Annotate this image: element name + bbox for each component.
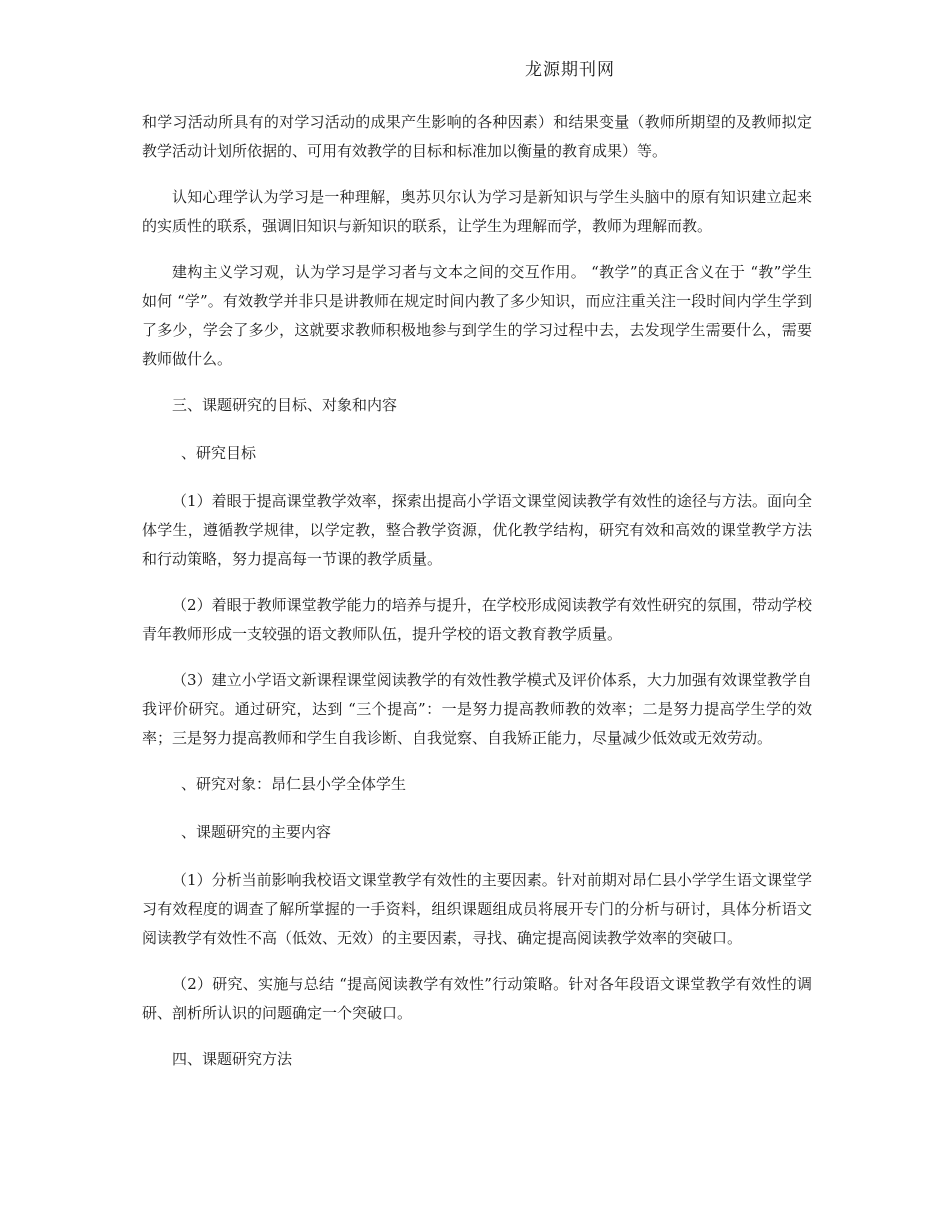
journal-header: 龙源期刊网 — [525, 60, 615, 80]
goal-item-1: （1）着眼于提高课堂教学效率，探索出提高小学语文课堂阅读教学有效性的途径与方法。面向全体学生，遵循教学规律，以学定教，整合教学资源，优化教学结构，研究有效和高效的课堂教学方法和行动策略，努力提高每一节课的教学质量。 — [142, 492, 812, 568]
goal-item-3: （3）建立小学语文新课程课堂阅读教学的有效性教学模式及评价体系，大力加强有效课堂教学自我评价研究。通过研究，达到 “三个提高”：一是努力提高教师教的效率；二是努力提高学生学的效率；三是努力提高教师和学生自我诊断、自我觉察、自我矫正能力，尽量减少低效或无效劳动。 — [142, 671, 812, 747]
section-heading-3: 三、课题研究的目标、对象和内容 — [172, 396, 398, 414]
goal-item-2: （2）着眼于教师课堂教学能力的培养与提升，在学校形成阅读教学有效性研究的氛围，带动学校青年教师形成一支较强的语文教师队伍，提升学校的语文教育教学质量。 — [142, 596, 812, 643]
paragraph-cognitive: 认知心理学认为学习是一种理解，奥苏贝尔认为学习是新知识与学生头脑中的原有知识建立起来的实质性的联系，强调旧知识与新知识的联系，让学生为理解而学，教师为理解而教。 — [142, 188, 812, 235]
article-body — [142, 108, 812, 1093]
paragraph-continued: 和学习活动所具有的对学习活动的成果产生影响的各种因素）和结果变量（教师所期望的及教师拟定教学活动计划所依据的、可用有效教学的目标和标准加以衡量的教育成果）等。 — [142, 113, 812, 160]
content-item-1: （1）分析当前影响我校语文课堂教学有效性的主要因素。针对前期对昂仁县小学学生语文课堂学习有效程度的调查了解所掌握的一手资料，组织课题组成员将展开专门的分析与研讨，具体分析语文阅读教学有效性不高（低效、无效）的主要因素，寻找、确定提高阅读教学效率的突破口。 — [142, 871, 812, 947]
subheading-research-content: 、课题研究的主要内容 — [181, 823, 332, 841]
section-heading-4: 四、课题研究方法 — [172, 1050, 293, 1068]
subheading-research-object: 、研究对象：昂仁县小学全体学生 — [181, 775, 407, 793]
content-item-2: （2）研究、实施与总结 “提高阅读教学有效性”行动策略。针对各年段语文课堂教学有效性的调研、剖析所认识的问题确定一个突破口。 — [142, 975, 812, 1022]
subheading-research-goal: 、研究目标 — [181, 444, 257, 462]
paragraph-constructivism: 建构主义学习观，认为学习是学习者与文本之间的交互作用。 “教学”的真正含义在于 “教”学生如何 “学”。有效教学并非只是讲教师在规定时间内教了多少知识，而应注重关注一段时间内学生学到了多少，学会了多少，这就要求教师积极地参与到学生的学习过程中去，去发现学生需要什么，需要教师做什么。 — [142, 263, 812, 368]
